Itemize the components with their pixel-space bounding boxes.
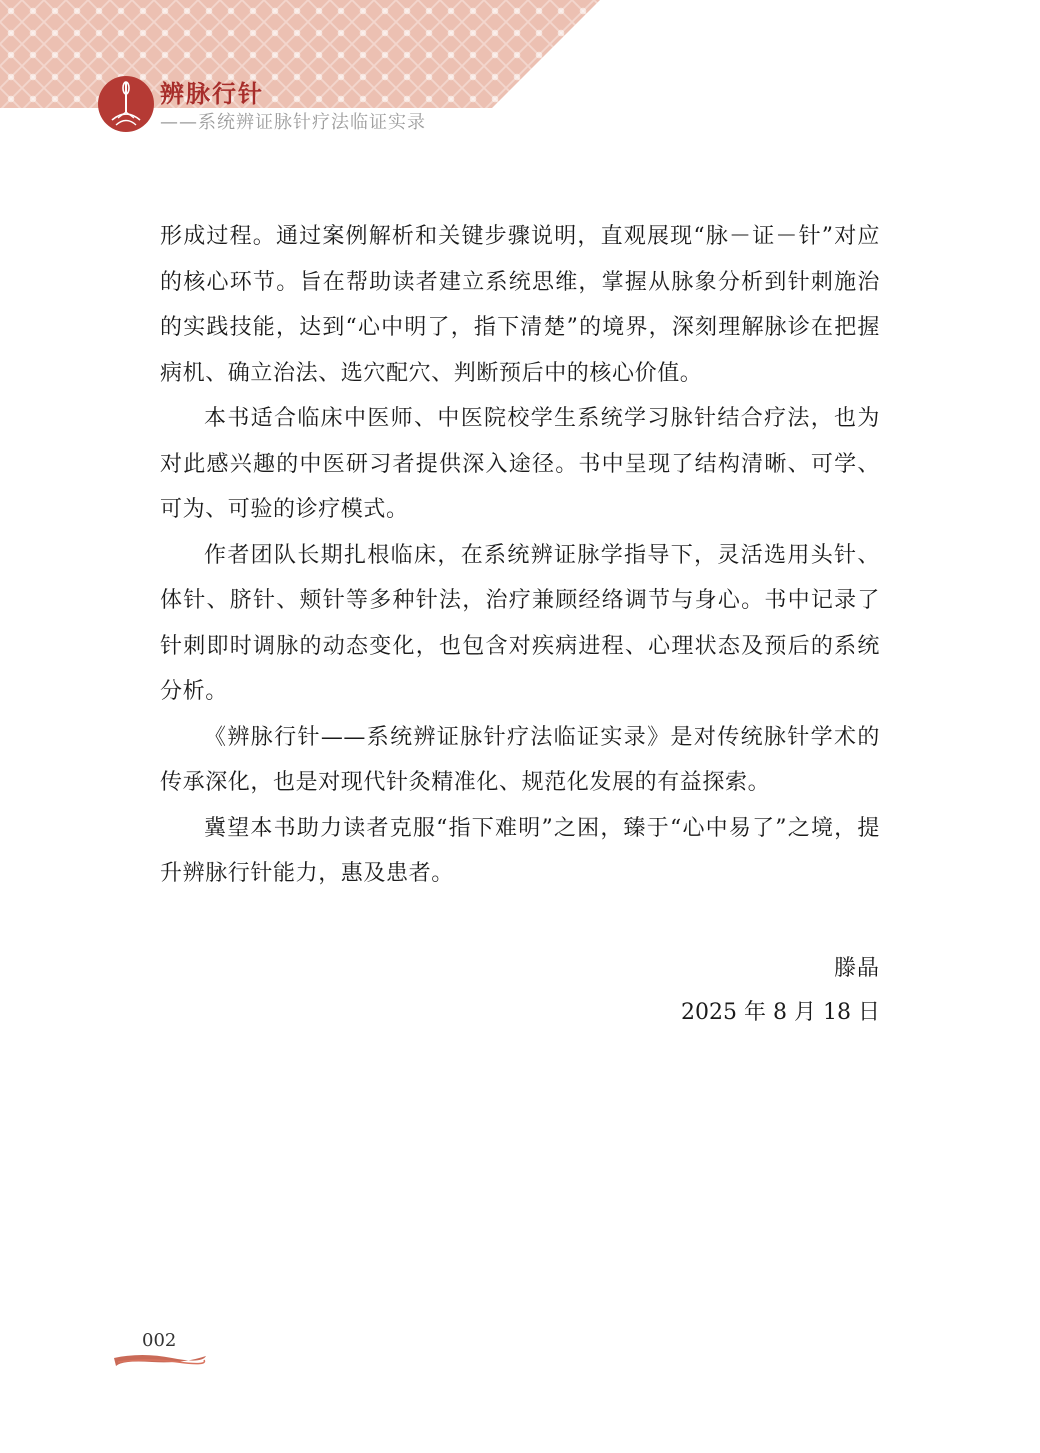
paragraph-2: 本书适合临床中医师、中医院校学生系统学习脉针结合疗法，也为对此感兴趣的中医研习者提供深入途径。书中呈现了结构清晰、可学、可为、可验的诊疗模式。 — [160, 406, 880, 522]
signature-date: 2025 年 8 月 18 日 — [681, 1000, 880, 1025]
book-subtitle: ——系统辨证脉针疗法临证实录 — [160, 112, 426, 133]
page-swoosh-icon — [112, 1352, 208, 1370]
author-signature: 滕晶 — [833, 956, 880, 981]
body-text — [160, 214, 880, 897]
book-logo — [98, 76, 154, 132]
paragraph-5: 冀望本书助力读者克服“指下难明”之困，臻于“心中易了”之境，提升辨脉行针能力，惠及患者。 — [160, 815, 880, 886]
paragraph-3: 作者团队长期扎根临床，在系统辨证脉学指导下，灵活选用头针、体针、脐针、颊针等多种针法，治疗兼顾经络调节与身心。书中记录了针刺即时调脉的动态变化，也包含对疾病进程、心理状态及预后的系统分析。 — [160, 542, 880, 704]
page-number: 002 — [142, 1330, 177, 1351]
paragraph-1: 形成过程。通过案例解析和关键步骤说明，直观展现“脉－证－针”对应的核心环节。旨在帮助读者建立系统思维，掌握从脉象分析到针刺施治的实践技能，达到“心中明了，指下清楚”的境界，深刻理解脉诊在把握病机、确立治法、选穴配穴、判断预后中的核心价值。 — [160, 224, 880, 386]
needle-seal-icon — [98, 76, 154, 132]
header-pattern — [0, 0, 600, 108]
paragraph-4: 《辨脉行针——系统辨证脉针疗法临证实录》是对传统脉针学术的传承深化，也是对现代针灸精准化、规范化发展的有益探索。 — [160, 724, 880, 795]
book-title: 辨脉行针 — [160, 79, 264, 108]
